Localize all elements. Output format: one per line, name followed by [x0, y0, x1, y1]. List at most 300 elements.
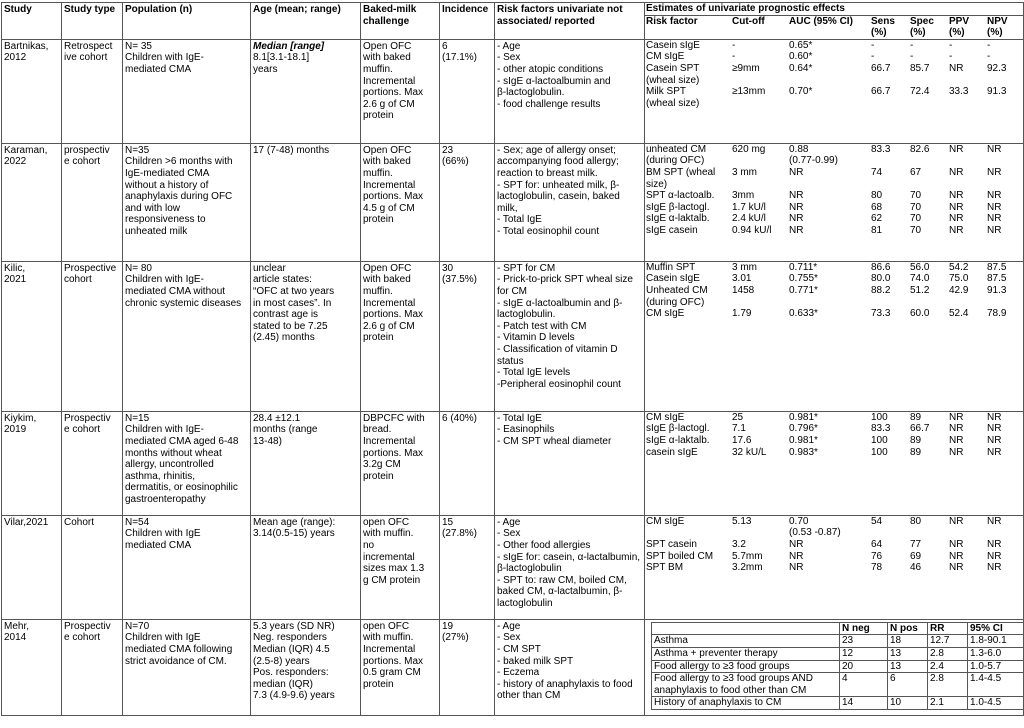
- risk-factors-cell-line: lactoglobulin: [497, 597, 553, 609]
- risk-factors-cell-line: baked CM, α-lactalbumin, β-: [497, 586, 623, 598]
- population-cell-line: dermatitis, or eosinophilic: [125, 482, 238, 494]
- age-cell-line: stated to be 7.25: [253, 320, 328, 332]
- study-row: [2, 411, 1024, 515]
- estimate-value: [948, 98, 986, 110]
- estimate-value: [986, 155, 1024, 167]
- estimate-value: [986, 527, 1024, 539]
- subheader-npv: NPV (%): [987, 15, 1008, 39]
- estimate-value: NR: [987, 550, 1002, 562]
- estimate-value: NR: [949, 446, 964, 458]
- risk-factors-cell-line: - Age: [497, 620, 521, 632]
- estimate-value: [870, 297, 909, 309]
- subheader-sens: Sens (%): [871, 15, 895, 39]
- estimate-value: 0.981*: [789, 434, 818, 446]
- estimate-value: 100: [871, 434, 888, 446]
- rr-header: [652, 622, 840, 635]
- rr-value: 2.4: [928, 660, 968, 673]
- estimate-value: [731, 527, 788, 539]
- estimate-value: -: [732, 51, 736, 63]
- estimate-value: 3 mm: [732, 166, 757, 178]
- study-cell-line: Vilar,2021: [4, 516, 49, 528]
- population-cell-line: N=35: [125, 144, 150, 156]
- estimate-value: NR: [949, 550, 964, 562]
- estimate-value: 3 mm: [732, 261, 757, 273]
- study-cell-line: Bartnikas,: [4, 40, 49, 52]
- risk-factors-cell-line: β-lactoglobulin.: [497, 87, 565, 99]
- document-page: [0, 2, 1024, 728]
- estimate-value: NR: [949, 562, 964, 574]
- risk-factors-cell-line: - Sex: [497, 52, 521, 64]
- estimate-value: sIgE α-laktalb.: [646, 434, 710, 446]
- rr-value: 12: [840, 647, 888, 660]
- estimate-row: [645, 412, 1024, 424]
- estimate-value: -: [987, 51, 991, 63]
- estimate-value: 87.5: [987, 261, 1007, 273]
- rr-value: 13: [888, 647, 928, 660]
- header-population: Population (n): [123, 3, 251, 40]
- risk-factors-cell-line: - CM SPT wheal diameter: [497, 435, 612, 447]
- age-label: Median [range]: [253, 40, 325, 52]
- risk-factors-cell: [495, 411, 645, 515]
- estimate-value: 86.6: [871, 261, 891, 273]
- estimate-value: NR: [789, 538, 804, 550]
- risk-factors-cell-line: - Eczema: [497, 667, 540, 679]
- estimate-value: 89: [910, 446, 922, 458]
- age-cell-line: (2.45) months: [253, 332, 315, 344]
- estimate-value: 51.2: [910, 284, 930, 296]
- estimate-value: -: [910, 39, 914, 51]
- study-cell-line: Kiykim,: [4, 412, 37, 424]
- estimate-value: 3.2: [732, 538, 746, 550]
- incidence-cell-line: 19: [442, 620, 454, 632]
- estimate-value: ≥13mm: [732, 86, 766, 98]
- estimate-value: (during OFC): [646, 155, 705, 167]
- estimate-value: [948, 155, 986, 167]
- estimate-value: (wheal size): [646, 97, 700, 109]
- estimate-value: 92.3: [987, 62, 1007, 74]
- estimate-value: CM sIgE: [646, 51, 685, 63]
- incidence-cell-line: 30: [442, 262, 454, 274]
- estimate-value: sIgE β-lactogl.: [646, 423, 710, 435]
- risk-factors-cell-line: - Sex; age of allergy onset;: [497, 144, 616, 156]
- baked-milk-cell-line: muffin.: [363, 285, 393, 297]
- estimate-value: NR: [949, 434, 964, 446]
- estimate-value: 25: [732, 411, 744, 423]
- baked-milk-cell-line: portions. Max: [363, 447, 424, 459]
- baked-milk-cell-line: portions. Max: [363, 87, 424, 99]
- rr-value: 18: [888, 635, 928, 648]
- estimate-value: sIgE casein: [646, 224, 698, 236]
- estimate-value: [986, 98, 1024, 110]
- estimate-row: [645, 435, 1024, 447]
- risk-factors-cell-line: - sIgE for: casein, α-lactalbumin,: [497, 551, 641, 563]
- estimate-value: NR: [987, 515, 1002, 527]
- population-cell-line: unheated milk: [125, 225, 188, 237]
- baked-milk-cell-line: protein: [363, 110, 394, 122]
- estimate-value: 1458: [732, 284, 755, 296]
- population-cell-line: without a history of: [125, 179, 209, 191]
- estimate-row: [645, 213, 1024, 225]
- rr-header-row: [652, 622, 1024, 635]
- baked-milk-cell-line: muffin.: [363, 63, 393, 75]
- population-cell-line: gastroenteropathy: [125, 493, 206, 505]
- risk-factors-cell-line: β-lactoglobulin: [497, 563, 562, 575]
- risk-factors-cell-line: - history of anaphylaxis to food: [497, 678, 633, 690]
- estimate-row: [645, 262, 1024, 274]
- age-cell-line: 28.4 ±12.1: [253, 412, 301, 424]
- estimates-table: [645, 412, 1024, 458]
- incidence-cell: [440, 143, 495, 261]
- estimate-value: [909, 527, 948, 539]
- study-type-cell-line: ive cohort: [64, 52, 108, 64]
- estimate-value: 0.633*: [789, 308, 818, 320]
- risk-factors-cell-line: -Peripheral eosinophil count: [497, 378, 621, 390]
- estimate-value: -: [871, 39, 875, 51]
- header-risk-factors: Risk factors univariate not associated/ reported: [495, 3, 645, 40]
- study-cell-line: 2014: [4, 632, 27, 644]
- baked-milk-cell-line: Open OFC: [363, 262, 412, 274]
- age-cell-line: in most cases”. In: [253, 297, 332, 309]
- estimate-row: [645, 539, 1024, 551]
- estimate-row: [645, 40, 1024, 52]
- estimate-value: -: [732, 39, 736, 51]
- age-cell: [251, 39, 361, 143]
- population-cell-line: N=15: [125, 412, 150, 424]
- rr-value: 6: [888, 673, 928, 697]
- estimates-cell: [645, 261, 1024, 411]
- risk-factors-cell-line: - Total IgE: [497, 412, 542, 424]
- estimate-value: 69: [910, 550, 922, 562]
- population-cell: [123, 143, 251, 261]
- estimate-value: 1.79: [732, 308, 752, 320]
- estimate-row: [645, 225, 1024, 237]
- estimate-value: 5.7mm: [732, 550, 763, 562]
- estimate-value: 74: [871, 166, 883, 178]
- estimate-value: 91.3: [987, 284, 1007, 296]
- estimate-value: NR: [987, 562, 1002, 574]
- estimate-value: 66.7: [871, 62, 891, 74]
- header-incidence: Incidence: [440, 3, 495, 40]
- population-cell-line: responsiveness to: [125, 214, 206, 226]
- estimate-value: NR: [949, 538, 964, 550]
- estimate-value: 5.13: [732, 515, 752, 527]
- estimate-value: CM sIgE: [646, 411, 685, 423]
- estimate-value: ≥9mm: [732, 62, 760, 74]
- rr-value: 12.7: [928, 635, 968, 648]
- estimate-row: [645, 63, 1024, 75]
- estimate-value: 78.9: [987, 308, 1007, 320]
- estimate-value: SPT casein: [646, 538, 697, 550]
- population-cell-line: months without wheat: [125, 447, 222, 459]
- risk-factors-cell: [495, 261, 645, 411]
- estimate-value: [870, 155, 909, 167]
- baked-milk-cell-line: Incremental: [363, 179, 416, 191]
- risk-factors-cell: [495, 619, 645, 715]
- estimate-value: [788, 75, 870, 87]
- rr-value: Food allergy to ≥3 food groups: [652, 660, 840, 673]
- incidence-cell-line: 6 (40%): [442, 412, 478, 424]
- estimate-value: NR: [949, 190, 964, 202]
- estimate-value: NR: [789, 562, 804, 574]
- population-cell-line: mediated CMA following: [125, 643, 233, 655]
- age-cell-line: 5.3 years (SD NR): [253, 620, 335, 632]
- age-cell-line: 17 (7-48) months: [253, 144, 330, 156]
- age-cell-line: 8.1[3.1-18.1]: [253, 52, 310, 64]
- study-type-cell-line: Retrospect: [64, 40, 113, 52]
- estimate-value: NR: [949, 166, 964, 178]
- estimate-value: NR: [949, 423, 964, 435]
- population-cell-line: Children with IgE: [125, 632, 201, 644]
- risk-factors-cell-line: - Other food allergies: [497, 539, 591, 551]
- estimate-value: -: [949, 39, 953, 51]
- study-cell-line: 2012: [4, 52, 27, 64]
- estimate-value: 42.9: [949, 284, 969, 296]
- estimate-value: [788, 297, 870, 309]
- estimate-value: 0.65*: [789, 39, 813, 51]
- baked-milk-cell-line: no: [363, 539, 375, 551]
- estimate-value: 83.3: [871, 143, 891, 155]
- age-cell-line: 3.14(0.5-15) years: [253, 528, 335, 540]
- estimate-value: 66.7: [910, 423, 930, 435]
- incidence-cell: [440, 515, 495, 619]
- estimate-value: [645, 527, 731, 539]
- estimate-value: 68: [871, 201, 883, 213]
- risk-factors-cell-line: - Vitamin D levels: [497, 332, 575, 344]
- incidence-cell-line: 6: [442, 40, 448, 52]
- estimate-value: 0.94 kU/l: [732, 224, 772, 236]
- incidence-cell-line: (27.8%): [442, 528, 478, 540]
- estimate-value: NR: [789, 224, 804, 236]
- estimate-value: 91.3: [987, 86, 1007, 98]
- rr-value: 2.8: [928, 673, 968, 697]
- baked-milk-cell-line: 3.2g CM: [363, 459, 401, 471]
- estimate-value: NR: [987, 434, 1002, 446]
- estimate-value: 3.01: [732, 273, 752, 285]
- risk-factors-cell-line: - CM SPT: [497, 643, 541, 655]
- rr-value: Food allergy to ≥3 food groups AND anaphylaxis to food other than CM: [652, 673, 840, 697]
- age-cell-line: 7.3 (4.9-9.6) years: [253, 690, 335, 702]
- population-cell-line: N= 35: [125, 40, 152, 52]
- estimate-value: NR: [789, 201, 804, 213]
- estimate-value: NR: [987, 538, 1002, 550]
- age-cell-line: median (IQR): [253, 678, 314, 690]
- estimate-row: [645, 285, 1024, 297]
- population-cell: [123, 411, 251, 515]
- estimates-table: [645, 262, 1024, 320]
- estimate-value: 46: [910, 562, 922, 574]
- study-type-cell-line: cohort: [64, 274, 92, 286]
- header-baked-milk: Baked-milk challenge: [361, 3, 440, 40]
- estimate-value: (0.77-0.99): [789, 155, 838, 167]
- estimate-value: 76: [871, 550, 883, 562]
- population-cell-line: asthma, rhinitis,: [125, 470, 196, 482]
- population-cell-line: N=70: [125, 620, 150, 632]
- risk-factors-cell-line: - baked milk SPT: [497, 655, 574, 667]
- rr-value: 1.3-6.0: [968, 647, 1024, 660]
- study-cell-line: Kilic,: [4, 262, 26, 274]
- estimates-cell: [645, 143, 1024, 261]
- estimate-value: 77: [910, 538, 922, 550]
- estimate-row: [645, 551, 1024, 563]
- estimate-value: [731, 179, 788, 191]
- estimates-table: [645, 144, 1024, 237]
- rr-value: History of anaphylaxis to CM: [652, 697, 840, 710]
- population-cell-line: mediated CMA aged 6-48: [125, 435, 239, 447]
- population-cell-line: anaphylaxis during OFC: [125, 191, 233, 203]
- estimate-value: 78: [871, 562, 883, 574]
- baked-milk-cell-line: incremental: [363, 551, 415, 563]
- study-type-cell: [62, 39, 123, 143]
- estimate-value: [788, 98, 870, 110]
- estimate-value: Milk SPT: [646, 86, 686, 98]
- estimate-value: 0.796*: [789, 423, 818, 435]
- estimate-value: [948, 75, 986, 87]
- study-cell-line: Mehr,: [4, 620, 30, 632]
- risk-factors-cell-line: milk,: [497, 202, 518, 214]
- study-type-cell-line: prospectiv: [64, 144, 110, 156]
- study-type-cell-line: e cohort: [64, 424, 101, 436]
- baked-milk-cell-line: with baked: [363, 52, 411, 64]
- estimate-value: 85.7: [910, 62, 930, 74]
- population-cell: [123, 619, 251, 715]
- study-cell-line: 2022: [4, 156, 27, 168]
- estimate-value: [948, 297, 986, 309]
- study-type-cell-line: Prospective: [64, 262, 117, 274]
- population-cell-line: N=54: [125, 516, 150, 528]
- baked-milk-cell-line: bread.: [363, 424, 392, 436]
- baked-milk-cell-line: portions. Max: [363, 309, 424, 321]
- study-type-cell: [62, 411, 123, 515]
- estimate-value: [986, 75, 1024, 87]
- rr-row: [652, 660, 1024, 673]
- study-type-cell: [62, 261, 123, 411]
- baked-milk-cell-line: Incremental: [363, 75, 416, 87]
- estimate-value: [731, 98, 788, 110]
- estimate-row: [645, 155, 1024, 167]
- baked-milk-cell-line: with muffin.: [363, 632, 414, 644]
- estimate-value: sIgE β-lactogl.: [646, 201, 710, 213]
- estimate-row: [645, 98, 1024, 110]
- subheader-risk-factor: Risk factor: [646, 15, 698, 27]
- rr-header: 95% CI: [968, 622, 1024, 635]
- study-row: [2, 619, 1024, 715]
- estimate-value: 89: [910, 434, 922, 446]
- baked-milk-cell-line: 0.5 gram CM: [363, 667, 421, 679]
- risk-factors-cell-line: lactoglobulin.: [497, 309, 556, 321]
- estimate-value: 70: [910, 190, 922, 202]
- estimate-value: Casein sIgE: [646, 273, 700, 285]
- estimate-value: NR: [949, 143, 964, 155]
- study-cell-line: Karaman,: [4, 144, 48, 156]
- estimate-value: CM sIgE: [646, 515, 685, 527]
- study-type-cell-line: Cohort: [64, 516, 95, 528]
- estimate-value: 3mm: [732, 190, 755, 202]
- study-type-cell-line: Prospectiv: [64, 412, 111, 424]
- rr-value: 1.0-5.7: [968, 660, 1024, 673]
- baked-milk-cell-line: sizes max 1.3: [363, 563, 425, 575]
- incidence-cell-line: (17.1%): [442, 52, 478, 64]
- age-cell: [251, 261, 361, 411]
- estimate-row: [645, 423, 1024, 435]
- estimate-value: -: [987, 39, 991, 51]
- rr-header: N pos: [888, 622, 928, 635]
- age-cell-line: Median (IQR) 4.5: [253, 643, 330, 655]
- estimate-value: -: [910, 51, 914, 63]
- estimate-value: 0.60*: [789, 51, 813, 63]
- estimate-value: 1.7 kU/l: [732, 201, 766, 213]
- estimate-value: 81: [871, 224, 883, 236]
- study-row: [2, 143, 1024, 261]
- header-study-type: Study type: [62, 3, 123, 40]
- study-cell: [2, 143, 62, 261]
- estimate-value: NR: [987, 201, 1002, 213]
- risk-factors-cell-line: status: [497, 355, 524, 367]
- estimate-value: NR: [949, 411, 964, 423]
- risk-factors-cell-line: - SPT for CM: [497, 262, 556, 274]
- estimate-value: 67: [910, 166, 922, 178]
- estimate-value: [870, 98, 909, 110]
- risk-factors-cell-line: - Total IgE: [497, 214, 542, 226]
- estimate-value: (during OFC): [646, 296, 705, 308]
- estimate-value: [731, 155, 788, 167]
- incidence-cell-line: 23: [442, 144, 454, 156]
- baked-milk-cell-line: muffin.: [363, 167, 393, 179]
- estimate-value: 0.771*: [789, 284, 818, 296]
- rr-row: [652, 673, 1024, 697]
- incidence-cell-line: (37.5%): [442, 274, 478, 286]
- estimate-value: 70: [910, 201, 922, 213]
- estimate-value: -: [949, 51, 953, 63]
- rr-value: 1.4-4.5: [968, 673, 1024, 697]
- estimate-value: [909, 98, 948, 110]
- risk-factors-cell-line: - food challenge results: [497, 98, 601, 110]
- risk-factors-cell-line: lactoglobulin, casein, baked: [497, 191, 620, 203]
- age-cell-line: (2.5-8) years: [253, 655, 310, 667]
- incidence-cell: [440, 261, 495, 411]
- baked-milk-cell: [361, 619, 440, 715]
- study-type-cell-line: e cohort: [64, 156, 101, 168]
- study-type-cell-line: Prospectiv: [64, 620, 111, 632]
- rr-value: 2.1: [928, 697, 968, 710]
- estimate-row: [645, 202, 1024, 214]
- risk-factors-cell-line: - Easinophils: [497, 424, 555, 436]
- estimates-cell: [645, 619, 1024, 715]
- population-cell: [123, 515, 251, 619]
- estimate-value: size): [646, 178, 668, 190]
- estimate-value: NR: [987, 446, 1002, 458]
- baked-milk-cell-line: 4.5 g of CM: [363, 202, 415, 214]
- estimate-value: NR: [987, 423, 1002, 435]
- estimate-value: 0.981*: [789, 411, 818, 423]
- population-cell-line: N= 80: [125, 262, 152, 274]
- rr-header: RR: [928, 622, 968, 635]
- estimate-value: NR: [987, 213, 1002, 225]
- risk-factors-cell-line: - Classification of vitamin D: [497, 343, 618, 355]
- baked-milk-cell: [361, 39, 440, 143]
- estimate-row: [645, 516, 1024, 528]
- estimate-value: [731, 75, 788, 87]
- age-cell-line: unclear: [253, 262, 286, 274]
- estimate-value: 100: [871, 411, 888, 423]
- risk-factors-cell-line: - SPT for: unheated milk, β-: [497, 179, 620, 191]
- age-cell: [251, 619, 361, 715]
- estimate-value: NR: [987, 143, 1002, 155]
- study-type-cell: [62, 619, 123, 715]
- population-cell-line: strict avoidance of CM.: [125, 655, 227, 667]
- baked-milk-cell-line: with baked: [363, 274, 411, 286]
- rr-value: 14: [840, 697, 888, 710]
- estimate-value: 89: [910, 411, 922, 423]
